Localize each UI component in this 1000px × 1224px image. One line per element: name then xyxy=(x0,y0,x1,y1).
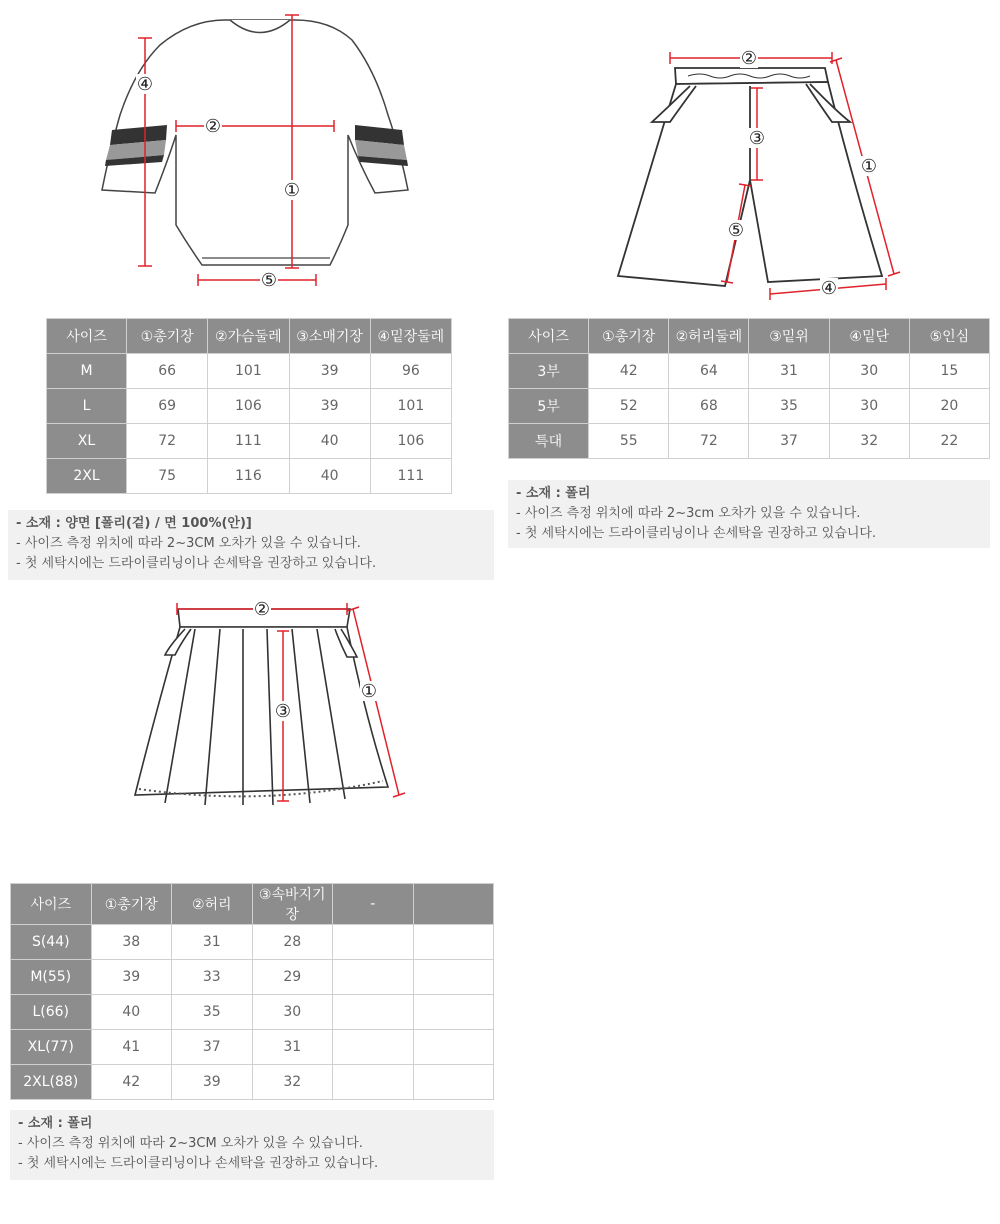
table-header-cell: ①총기장 xyxy=(589,319,669,354)
size-label: 특대 xyxy=(509,424,589,459)
marker-5: ⑤ xyxy=(727,220,745,241)
table-cell: 106 xyxy=(370,424,451,459)
table-header-cell: - xyxy=(333,884,414,925)
table-header-cell: ②허리둘레 xyxy=(669,319,749,354)
table-cell: 30 xyxy=(829,389,909,424)
table-cell: 101 xyxy=(208,354,289,389)
table-cell: 37 xyxy=(172,1030,253,1065)
measurement-note: - 사이즈 측정 위치에 따라 2~3CM 오차가 있을 수 있습니다. xyxy=(16,536,361,551)
table-header-cell: 사이즈 xyxy=(47,319,127,354)
table-header-cell: ③밑위 xyxy=(749,319,829,354)
table-cell: 29 xyxy=(252,960,333,995)
table-cell: 15 xyxy=(909,354,989,389)
table-cell: 72 xyxy=(127,424,208,459)
table-header-cell: ⑤인심 xyxy=(909,319,989,354)
table-cell: 30 xyxy=(252,995,333,1030)
size-label: M xyxy=(47,354,127,389)
table-header-cell: ③속바지기장 xyxy=(252,884,333,925)
marker-1: ① xyxy=(283,180,301,201)
marker-2: ② xyxy=(204,116,222,137)
table-cell: 106 xyxy=(208,389,289,424)
table-cell: 35 xyxy=(172,995,253,1030)
table-cell xyxy=(333,1065,414,1100)
table-header-row xyxy=(47,319,452,354)
marker-1: ① xyxy=(860,156,878,177)
table-cell xyxy=(413,960,494,995)
table-cell: 41 xyxy=(91,1030,172,1065)
table-cell: 101 xyxy=(370,389,451,424)
marker-3: ③ xyxy=(748,128,766,149)
table-cell: 35 xyxy=(749,389,829,424)
washing-note: - 첫 세탁시에는 드라이클리닝이나 손세탁을 권장하고 있습니다. xyxy=(18,1156,379,1171)
table-cell: 20 xyxy=(909,389,989,424)
material-note: - 소재 : 폴리 xyxy=(516,486,591,501)
table-cell xyxy=(413,925,494,960)
size-label: L xyxy=(47,389,127,424)
table-cell: 111 xyxy=(208,424,289,459)
table-row xyxy=(509,424,990,459)
table-cell xyxy=(333,925,414,960)
table-row xyxy=(11,1030,494,1065)
table-cell xyxy=(413,1065,494,1100)
table-header-cell: ②가슴둘레 xyxy=(208,319,289,354)
table-cell xyxy=(413,1030,494,1065)
size-label: XL(77) xyxy=(11,1030,92,1065)
table-row xyxy=(47,389,452,424)
table-cell xyxy=(333,995,414,1030)
size-label: 5부 xyxy=(509,389,589,424)
table-cell xyxy=(333,960,414,995)
table-cell: 111 xyxy=(370,459,451,494)
skirt-notes xyxy=(10,1110,494,1180)
table-cell: 31 xyxy=(172,925,253,960)
table-cell xyxy=(413,995,494,1030)
table-cell: 39 xyxy=(172,1065,253,1100)
size-label: M(55) xyxy=(11,960,92,995)
table-cell: 37 xyxy=(749,424,829,459)
measurement-note: - 사이즈 측정 위치에 따라 2~3cm 오차가 있을 수 있습니다. xyxy=(516,506,861,521)
table-cell: 31 xyxy=(252,1030,333,1065)
table-cell: 64 xyxy=(669,354,749,389)
size-label: XL xyxy=(47,424,127,459)
table-cell: 40 xyxy=(289,424,370,459)
table-row xyxy=(47,459,452,494)
table-cell: 39 xyxy=(91,960,172,995)
size-label: 2XL xyxy=(47,459,127,494)
table-cell: 72 xyxy=(669,424,749,459)
table-row xyxy=(47,424,452,459)
table-row xyxy=(509,354,990,389)
table-row xyxy=(11,995,494,1030)
size-label: L(66) xyxy=(11,995,92,1030)
table-cell: 32 xyxy=(829,424,909,459)
marker-4: ④ xyxy=(136,74,154,95)
table-cell: 55 xyxy=(589,424,669,459)
table-cell: 40 xyxy=(289,459,370,494)
table-row xyxy=(11,1065,494,1100)
washing-note: - 첫 세탁시에는 드라이클리닝이나 손세탁을 권장하고 있습니다. xyxy=(16,556,377,571)
table-cell: 28 xyxy=(252,925,333,960)
measurement-note: - 사이즈 측정 위치에 따라 2~3CM 오차가 있을 수 있습니다. xyxy=(18,1136,363,1151)
material-note: - 소재 : 양면 [폴리(겉) / 면 100%(안)] xyxy=(16,516,252,531)
table-cell: 68 xyxy=(669,389,749,424)
table-row xyxy=(47,354,452,389)
table-cell: 42 xyxy=(91,1065,172,1100)
size-label: 2XL(88) xyxy=(11,1065,92,1100)
washing-note: - 첫 세탁시에는 드라이클리닝이나 손세탁을 권장하고 있습니다. xyxy=(516,526,877,541)
table-header-cell: ④밑장둘레 xyxy=(370,319,451,354)
table-cell: 52 xyxy=(589,389,669,424)
shorts-size-table xyxy=(508,318,990,459)
marker-1: ① xyxy=(360,681,378,702)
table-cell: 38 xyxy=(91,925,172,960)
table-cell xyxy=(333,1030,414,1065)
table-header-cell: ③소매기장 xyxy=(289,319,370,354)
table-cell: 39 xyxy=(289,389,370,424)
shorts-diagram xyxy=(610,50,910,300)
table-cell: 75 xyxy=(127,459,208,494)
table-cell: 31 xyxy=(749,354,829,389)
marker-5: ⑤ xyxy=(260,270,278,290)
table-header-cell xyxy=(413,884,494,925)
table-cell: 30 xyxy=(829,354,909,389)
table-cell: 42 xyxy=(589,354,669,389)
marker-4: ④ xyxy=(820,278,838,299)
table-cell: 69 xyxy=(127,389,208,424)
table-cell: 96 xyxy=(370,354,451,389)
marker-2: ② xyxy=(740,50,758,69)
table-row xyxy=(509,389,990,424)
size-label: S(44) xyxy=(11,925,92,960)
table-header-cell: ②허리 xyxy=(172,884,253,925)
table-header-cell: ④밑단 xyxy=(829,319,909,354)
table-cell: 66 xyxy=(127,354,208,389)
skirt-size-table xyxy=(10,883,494,1100)
marker-3: ③ xyxy=(274,701,292,722)
table-cell: 33 xyxy=(172,960,253,995)
table-cell: 32 xyxy=(252,1065,333,1100)
table-row xyxy=(11,925,494,960)
table-header-row xyxy=(509,319,990,354)
table-cell: 22 xyxy=(909,424,989,459)
table-header-cell: ①총기장 xyxy=(91,884,172,925)
size-label: 3부 xyxy=(509,354,589,389)
top-notes xyxy=(8,510,494,580)
table-header-cell: ①총기장 xyxy=(127,319,208,354)
shorts-notes xyxy=(508,480,990,548)
skirt-diagram xyxy=(125,595,415,815)
table-header-cell: 사이즈 xyxy=(11,884,92,925)
table-cell: 40 xyxy=(91,995,172,1030)
table-header-cell: 사이즈 xyxy=(509,319,589,354)
table-cell: 116 xyxy=(208,459,289,494)
marker-2: ② xyxy=(253,599,271,620)
table-header-row xyxy=(11,884,494,925)
table-cell: 39 xyxy=(289,354,370,389)
table-row xyxy=(11,960,494,995)
material-note: - 소재 : 폴리 xyxy=(18,1116,93,1131)
top-size-table xyxy=(46,318,452,494)
sweatshirt-diagram xyxy=(90,10,430,290)
